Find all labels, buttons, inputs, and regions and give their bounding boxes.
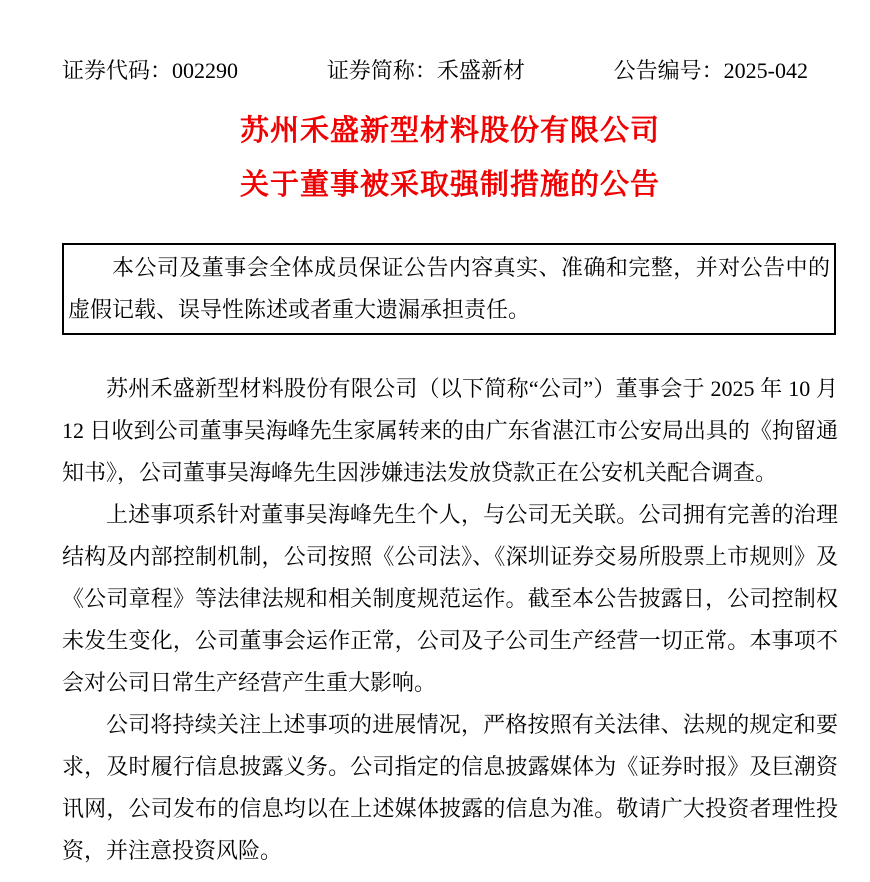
document-body [62, 368, 838, 872]
body-paragraph-2: 上述事项系针对董事吴海峰先生个人，与公司无关联。公司拥有完善的治理结构及内部控制机制，公司按照《公司法》、《深圳证券交易所股票上市规则》及《公司章程》等法律法规和相关制度规范运作。截至本公告披露日，公司控制权未发生变化，公司董事会运作正常，公司及子公司生产经营一切正常。本事项不会对公司日常生产经营产生重大影响。 [62, 502, 838, 695]
document-header [62, 58, 808, 84]
disclaimer-box [62, 243, 836, 335]
stock-code-label: 证券代码：002290 [62, 58, 239, 83]
body-paragraph-1: 苏州禾盛新型材料股份有限公司（以下简称“公司”）董事会于 2025 年 10 月 12 日收到公司董事吴海峰先生家属转来的由广东省湛江市公安局出具的《拘留通知书》，公司董事吴海峰先生因涉嫌违法发放贷款正在公安机关配合调查。 [62, 376, 838, 485]
disclaimer-text: 本公司及董事会全体成员保证公告内容真实、准确和完整，并对公告中的虚假记载、误导性陈述或者重大遗漏承担责任。 [68, 255, 830, 322]
document-title-line2: 关于董事被采取强制措施的公告 [239, 169, 660, 201]
body-paragraph-3: 公司将持续关注上述事项的进展情况，严格按照有关法律、法规的规定和要求，及时履行信息披露义务。公司指定的信息披露媒体为《证券时报》及巨潮资讯网，公司发布的信息均以在上述媒体披露的信息为准。敬请广大投资者理性投资，并注意投资风险。 [62, 712, 838, 863]
stock-short-name-label: 证券简称：禾盛新材 [326, 58, 525, 83]
document-title-line1: 苏州禾盛新型材料股份有限公司 [239, 115, 660, 147]
document-title [62, 104, 838, 212]
announcement-number-label: 公告编号：2025-042 [613, 58, 808, 83]
